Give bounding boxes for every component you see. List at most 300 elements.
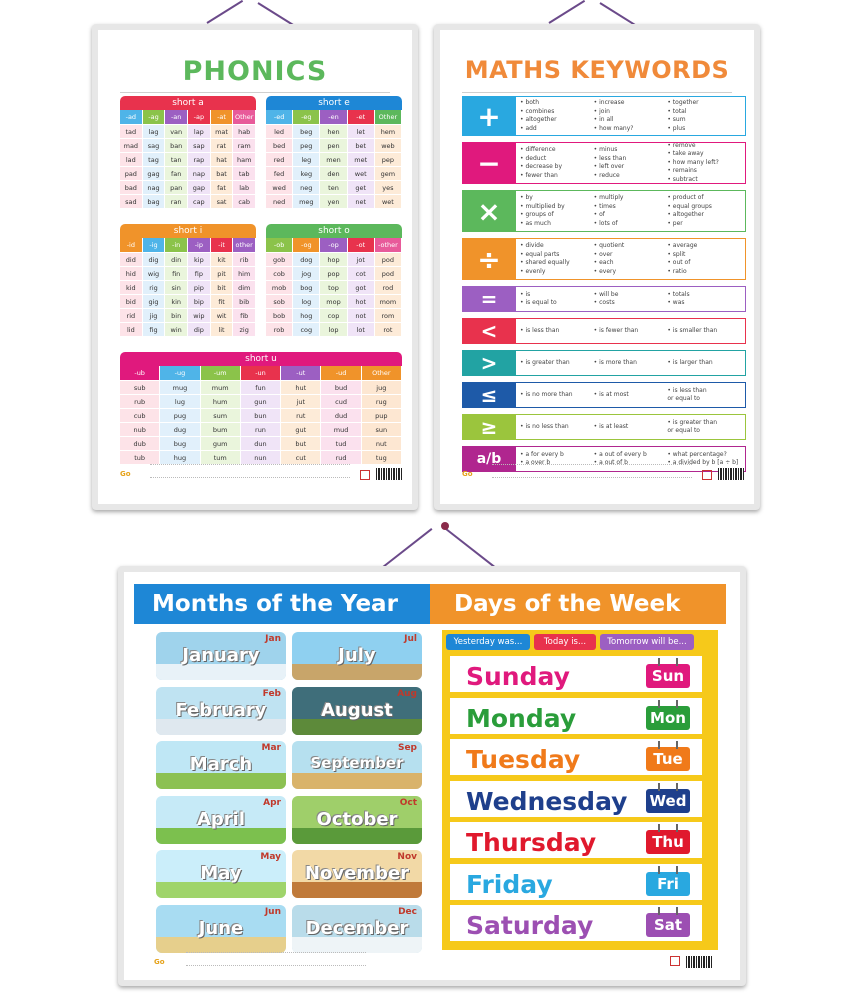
phonics-word: tag (143, 153, 165, 166)
maths-keyword: • times (593, 202, 616, 210)
maths-keyword-row (462, 414, 746, 440)
maths-keyword: • is greater than (520, 358, 570, 366)
phonics-column-header: -ap (188, 110, 210, 124)
phonics-word: pod (375, 253, 401, 266)
maths-keyword: • together (667, 99, 699, 106)
phonics-word: ran (165, 195, 187, 208)
phonics-word: kip (188, 253, 210, 266)
maths-keyword-box (516, 286, 746, 312)
maths-keyword-box (516, 238, 746, 280)
maths-keyword: • costs (593, 299, 615, 306)
hanging-string (548, 0, 585, 24)
phonics-row (120, 394, 402, 408)
month-name: July (338, 645, 376, 666)
phonics-row (120, 422, 402, 436)
divider (120, 92, 390, 93)
maths-keyword: • subtract (667, 175, 698, 183)
phonics-row (266, 252, 402, 266)
day-name: Friday (466, 869, 553, 899)
phonics-word: jog (293, 267, 319, 280)
maths-keyword-box (516, 414, 746, 440)
hanging-string (382, 528, 432, 568)
maths-keyword: • reduce (593, 171, 620, 179)
month-name: January (182, 645, 260, 666)
phonics-word: sad (120, 195, 142, 208)
maths-keyword: • totals (667, 290, 690, 298)
phonics-word: dog (293, 253, 319, 266)
maths-title: MATHS KEYWORDS (464, 56, 730, 84)
maths-keyword: • take away (667, 150, 704, 158)
phonics-row (266, 294, 402, 308)
phonics-word: yes (375, 181, 401, 194)
maths-keyword: or equal to (667, 427, 700, 434)
phonics-block-title: short i (120, 224, 256, 238)
maths-keyword-box (516, 142, 746, 184)
phonics-word: beg (293, 125, 319, 138)
maths-keyword-box (516, 96, 746, 136)
publisher-logo: Go (120, 470, 131, 478)
maths-keyword-column (520, 327, 594, 336)
phonics-row (120, 152, 256, 166)
maths-keyword: • evenly (520, 267, 546, 275)
phonics-word: fin (165, 267, 187, 280)
maths-keyword-column (667, 387, 741, 404)
phonics-word: neg (293, 181, 319, 194)
fine-print (492, 464, 692, 478)
month-ground (292, 773, 422, 789)
phonics-row (266, 138, 402, 152)
phonics-word: red (266, 153, 292, 166)
phonics-word: bag (143, 195, 165, 208)
maths-keyword-row (462, 96, 746, 136)
maths-keyword: • add (520, 124, 537, 132)
phonics-column-header: -an (165, 110, 187, 124)
month-abbr: Mar (261, 743, 281, 753)
day-abbr-tag: Tue (646, 747, 690, 771)
phonics-word: hab (233, 125, 255, 138)
phonics-word: gem (375, 167, 401, 180)
day-abbr-tag: Sat (646, 913, 690, 937)
phonics-word: sag (143, 139, 165, 152)
phonics-word: cab (233, 195, 255, 208)
day-row (450, 864, 702, 900)
phonics-column-header: -at (211, 110, 233, 124)
phonics-word: nub (120, 423, 159, 436)
phonics-word: lad (120, 153, 142, 166)
maths-keyword: • how many left? (667, 158, 719, 166)
phonics-word: tug (362, 451, 401, 464)
maths-symbol-icon: < (462, 318, 516, 344)
maths-keyword-column (520, 423, 594, 432)
publisher-logo: Go (462, 470, 473, 478)
phonics-row (120, 308, 256, 322)
phonics-word: gut (281, 423, 320, 436)
phonics-word: mob (266, 281, 292, 294)
phonics-word: dig (143, 253, 165, 266)
phonics-word: men (320, 153, 346, 166)
phonics-column-header: -og (293, 238, 319, 252)
phonics-column-header: -um (201, 366, 240, 380)
phonics-word: wip (188, 309, 210, 322)
maths-keyword: • will be (593, 290, 619, 298)
phonics-word: rut (281, 409, 320, 422)
phonics-row (120, 124, 256, 138)
maths-keyword-column (520, 146, 594, 180)
phonics-word: bum (201, 423, 240, 436)
month-card (292, 850, 422, 898)
phonics-row (120, 180, 256, 194)
maths-keyword: • multiply (593, 194, 624, 201)
phonics-word: bob (266, 309, 292, 322)
phonics-row (266, 266, 402, 280)
phonics-word: fun (241, 381, 280, 394)
maths-keyword-row (462, 350, 746, 376)
maths-keyword-column (667, 242, 741, 276)
phonics-column-header: -ag (143, 110, 165, 124)
month-abbr: Jun (264, 906, 281, 917)
maths-keyword-row (462, 286, 746, 312)
month-card (156, 687, 286, 735)
maths-keyword: • decrease by (520, 163, 563, 170)
today-label: Today is... (534, 634, 596, 650)
month-name: February (175, 699, 267, 721)
maths-keyword: • divide (520, 242, 544, 249)
maths-symbol-icon: × (462, 190, 516, 232)
phonics-word: top (320, 281, 346, 294)
phonics-word: rud (321, 451, 360, 464)
phonics-word: hid (120, 267, 142, 280)
barcode (686, 956, 712, 968)
day-abbr-tag: Fri (646, 872, 690, 896)
phonics-word: zig (233, 323, 255, 336)
phonics-word: hog (293, 309, 319, 322)
phonics-word: lid (120, 323, 142, 336)
maths-keyword: • is at most (593, 390, 629, 398)
month-card (292, 632, 422, 680)
maths-keywords-poster (434, 24, 760, 510)
phonics-column-headers (120, 366, 402, 380)
phonics-column-header: -et (348, 110, 374, 124)
phonics-column-header: -ed (266, 110, 292, 124)
phonics-word: pod (375, 267, 401, 280)
phonics-word: kit (211, 253, 233, 266)
phonics-word: rod (375, 281, 401, 294)
qr-code (702, 470, 712, 480)
phonics-word: ten (320, 181, 346, 194)
maths-keyword-column (594, 242, 668, 276)
day-name: Saturday (466, 911, 594, 940)
phonics-word: kin (165, 295, 187, 308)
phonics-word: got (348, 281, 374, 294)
maths-keyword: • out of (667, 259, 691, 266)
phonics-word: cub (120, 409, 159, 422)
maths-keyword: • is at least (593, 422, 629, 430)
barcode (376, 468, 402, 480)
maths-keyword: • ratio (667, 267, 687, 275)
phonics-word: cap (188, 195, 210, 208)
months-title: Months of the Year (134, 584, 430, 624)
phonics-row (266, 124, 402, 138)
maths-keyword-column (667, 359, 741, 368)
phonics-word: van (165, 125, 187, 138)
maths-keyword: • combines (520, 107, 555, 115)
maths-keyword: • of (593, 211, 605, 218)
phonics-word: nut (362, 437, 401, 450)
day-row (450, 698, 702, 734)
phonics-word: bip (188, 295, 210, 308)
phonics-word: lap (188, 125, 210, 138)
phonics-column-header: -ip (188, 238, 210, 252)
phonics-row (120, 252, 256, 266)
maths-keyword-column (667, 194, 741, 228)
days-title: Days of the Week (430, 584, 726, 624)
hanging-pin (441, 522, 449, 530)
maths-symbol-icon: = (462, 286, 516, 312)
phonics-row (120, 322, 256, 336)
phonics-row (120, 436, 402, 450)
phonics-word: pan (165, 181, 187, 194)
maths-keyword-column (667, 327, 741, 336)
phonics-word: cut (281, 451, 320, 464)
phonics-word: win (165, 323, 187, 336)
maths-keyword-box (516, 382, 746, 408)
phonics-word: meg (293, 195, 319, 208)
month-name: October (316, 808, 398, 830)
phonics-word: wed (266, 181, 292, 194)
month-abbr: Aug (397, 688, 417, 699)
qr-code (360, 470, 370, 480)
phonics-word: rig (143, 281, 165, 294)
phonics-word: nun (241, 451, 280, 464)
phonics-block (266, 224, 402, 336)
maths-keyword-column (594, 291, 668, 308)
phonics-word: fat (211, 181, 233, 194)
day-name: Tuesday (466, 745, 581, 774)
maths-keyword: • each (593, 259, 614, 266)
phonics-word: rob (266, 323, 292, 336)
month-card (292, 741, 422, 789)
phonics-word: mud (321, 423, 360, 436)
phonics-column-header: -ut (281, 366, 320, 380)
phonics-word: wet (348, 167, 374, 180)
phonics-word: jig (143, 309, 165, 322)
maths-keyword: • is less than (520, 326, 560, 334)
month-card (156, 796, 286, 844)
maths-keyword-column (520, 194, 594, 228)
maths-keyword: • sum (667, 116, 686, 123)
month-abbr: Sep (397, 743, 417, 753)
barcode (718, 468, 744, 480)
maths-keyword: • multiplied by (520, 202, 565, 210)
month-abbr: Feb (262, 688, 281, 699)
phonics-block-title: short o (266, 224, 402, 238)
tomorrow-label: Tomorrow will be... (600, 634, 694, 650)
maths-keyword-row (462, 238, 746, 280)
phonics-word: mom (375, 295, 401, 308)
maths-keyword: • is greater than (667, 418, 718, 426)
maths-keyword: • remains (667, 167, 697, 175)
phonics-row (266, 322, 402, 336)
phonics-word: jug (362, 381, 401, 394)
phonics-word: rot (375, 323, 401, 336)
phonics-row (120, 280, 256, 294)
maths-keyword: • increase (593, 99, 625, 106)
maths-keyword: • is equal to (520, 299, 557, 306)
phonics-word: pen (320, 139, 346, 152)
maths-keyword: • is larger than (667, 358, 713, 366)
maths-keyword-column (667, 419, 741, 436)
phonics-word: rap (188, 153, 210, 166)
phonics-column-header: -ug (160, 366, 199, 380)
phonics-word: cot (348, 267, 374, 280)
phonics-word: not (348, 309, 374, 322)
phonics-column-header: -en (320, 110, 346, 124)
maths-keyword: • how many? (593, 124, 634, 132)
phonics-column-header: -ub (120, 366, 159, 380)
phonics-word: did (120, 253, 142, 266)
phonics-word: pug (160, 409, 199, 422)
phonics-word: lit (211, 323, 233, 336)
maths-keyword: • is more than (593, 358, 637, 366)
phonics-word: dug (160, 423, 199, 436)
phonics-word: sin (165, 281, 187, 294)
phonics-word: wig (143, 267, 165, 280)
phonics-word: pep (375, 153, 401, 166)
maths-keyword: • groups of (520, 211, 554, 218)
phonics-word: bin (165, 309, 187, 322)
maths-keyword: • a for every b (520, 450, 564, 458)
maths-keyword: • as much (520, 219, 551, 227)
phonics-word: bog (293, 281, 319, 294)
phonics-word: peg (293, 139, 319, 152)
phonics-word: yen (320, 195, 346, 208)
phonics-word: cog (293, 323, 319, 336)
month-ground (292, 719, 422, 735)
phonics-column-header: -ud (321, 366, 360, 380)
phonics-word: pop (320, 267, 346, 280)
phonics-word: lab (233, 181, 255, 194)
phonics-word: bit (211, 281, 233, 294)
month-ground (156, 882, 286, 898)
maths-keyword: • altogether (667, 211, 704, 218)
publisher-logo: Go (154, 958, 165, 966)
phonics-word: mum (201, 381, 240, 394)
month-card (156, 632, 286, 680)
maths-keyword: • product of (667, 194, 704, 201)
fine-print (150, 464, 350, 478)
phonics-word: bud (321, 381, 360, 394)
day-name: Wednesday (466, 786, 628, 816)
divider (462, 92, 732, 93)
maths-keyword: • in all (593, 116, 614, 123)
maths-keyword-column (594, 194, 668, 228)
phonics-word: sat (211, 195, 233, 208)
phonics-word: hem (375, 125, 401, 138)
phonics-row (120, 408, 402, 422)
month-card (156, 741, 286, 789)
phonics-row (120, 194, 256, 208)
phonics-word: keg (293, 167, 319, 180)
phonics-word: lug (160, 395, 199, 408)
phonics-word: bun (241, 409, 280, 422)
month-name: June (198, 917, 244, 939)
maths-keyword-row (462, 382, 746, 408)
phonics-word: rib (233, 253, 255, 266)
maths-keyword-column (594, 423, 668, 432)
phonics-word: ned (266, 195, 292, 208)
phonics-column-headers (120, 238, 256, 252)
phonics-word: lot (348, 323, 374, 336)
phonics-column-header: Other (362, 366, 401, 380)
maths-keyword-box (516, 190, 746, 232)
phonics-word: mug (160, 381, 199, 394)
phonics-block-title: short u (120, 352, 402, 366)
phonics-word: tud (321, 437, 360, 450)
month-name: March (189, 754, 253, 775)
phonics-word: web (375, 139, 401, 152)
phonics-word: sum (201, 409, 240, 422)
phonics-word: run (241, 423, 280, 436)
month-abbr: Oct (399, 797, 417, 808)
phonics-word: fit (211, 295, 233, 308)
phonics-block (120, 96, 256, 208)
phonics-word: bid (120, 295, 142, 308)
phonics-word: sun (362, 423, 401, 436)
maths-keyword: • a divided by b [a ÷ b] (667, 459, 739, 466)
phonics-word: hut (281, 381, 320, 394)
day-abbr-tag: Thu (646, 830, 690, 854)
day-name: Sunday (466, 662, 570, 691)
phonics-row (266, 166, 402, 180)
maths-keyword: • is no less than (520, 422, 569, 430)
maths-keyword-column (594, 99, 668, 133)
phonics-title: PHONICS (182, 56, 328, 87)
maths-keyword: • by (520, 194, 533, 201)
maths-keyword-column (520, 291, 594, 308)
phonics-word: gap (188, 181, 210, 194)
day-name: Monday (466, 703, 577, 733)
phonics-row (266, 152, 402, 166)
month-card (292, 687, 422, 735)
maths-keyword: • altogether (520, 116, 557, 123)
day-row (450, 739, 702, 775)
maths-keyword: • remove (667, 141, 696, 149)
phonics-row (266, 308, 402, 322)
phonics-word: hat (211, 153, 233, 166)
maths-keyword: • is no more than (520, 390, 573, 398)
maths-keyword: • left over (593, 163, 625, 170)
phonics-word: rom (375, 309, 401, 322)
maths-keyword: • deduct (520, 154, 547, 162)
phonics-block-title: short a (120, 96, 256, 110)
maths-keyword: • both (520, 99, 540, 106)
maths-symbol-icon: ÷ (462, 238, 516, 280)
phonics-word: gun (241, 395, 280, 408)
phonics-word: but (281, 437, 320, 450)
maths-keyword: • lots of (593, 219, 618, 227)
phonics-word: bed (266, 139, 292, 152)
maths-keyword: • is smaller than (667, 326, 718, 334)
phonics-word: nap (188, 167, 210, 180)
maths-keyword: • a out of every b (593, 450, 647, 458)
phonics-word: dun (241, 437, 280, 450)
phonics-word: tum (201, 451, 240, 464)
maths-keyword-row (462, 318, 746, 344)
phonics-word: lop (320, 323, 346, 336)
phonics-column-header: -in (165, 238, 187, 252)
maths-symbol-icon: a/b (462, 446, 516, 472)
phonics-word: gig (143, 295, 165, 308)
